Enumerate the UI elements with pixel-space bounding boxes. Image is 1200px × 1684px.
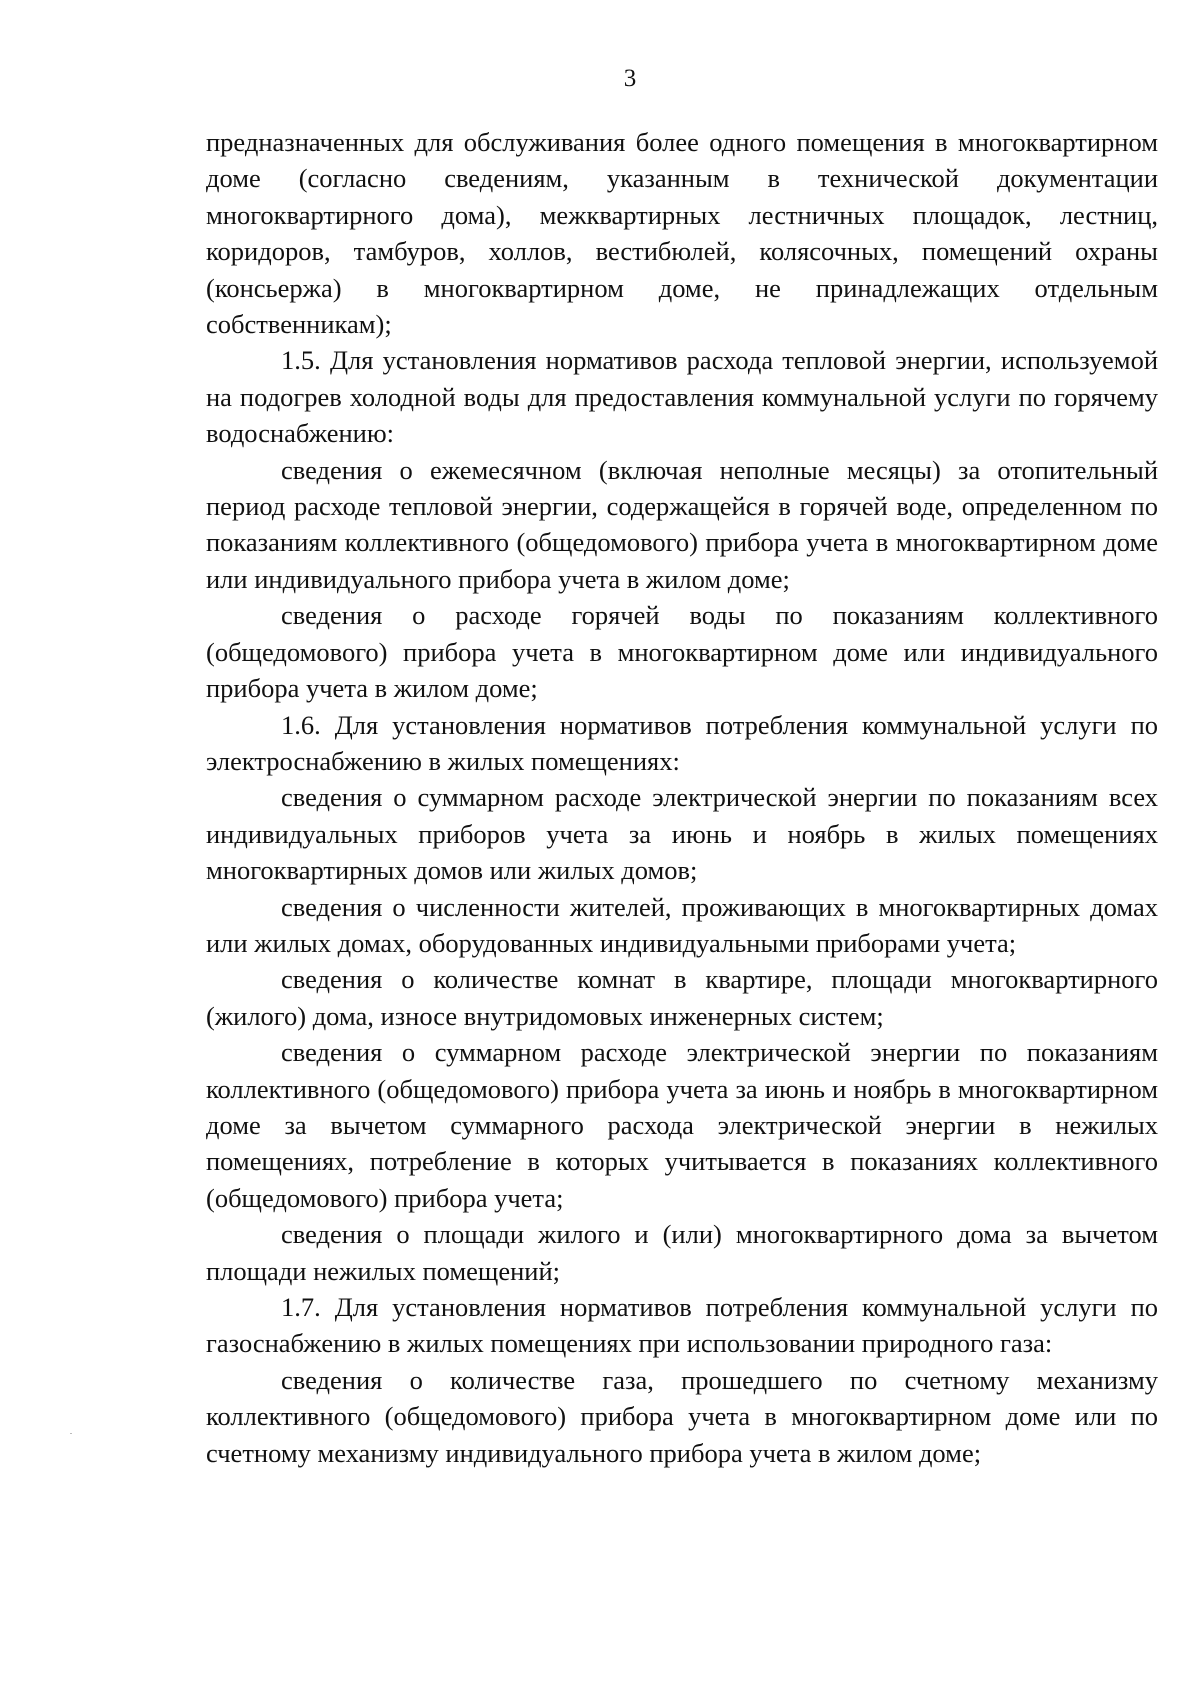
paragraph-rooms-area-data: сведения о количестве комнат в квартире, площади многоквартирного (жилого) дома, износе внутридомовых инженерных систем;: [206, 964, 1158, 1031]
paragraph-hot-water-data: сведения о расходе горячей воды по показаниям коллективного (общедомового) прибора учета в многоквартирном доме или индивидуального прибора учета в жилом доме;: [206, 600, 1158, 704]
paragraph-gas-data: сведения о количестве газа, прошедшего по счетному механизму коллективного (общедомового) прибора учета в многоквартирном доме или по счетному механизму индивидуального прибора учета в жилом доме;: [206, 1364, 1158, 1468]
document-body: [206, 124, 1158, 1471]
paragraph-area-data: сведения о площади жилого и (или) многоквартирного дома за вычетом площади нежилых помещений;: [206, 1219, 1158, 1286]
paragraph-electricity-total-data: сведения о суммарном расходе электрической энергии по показаниям всех индивидуальных приборов учета за июнь и ноябрь в жилых помещениях многоквартирных домов или жилых домов;: [206, 782, 1158, 886]
paragraph-collective-meter-data: сведения о суммарном расходе электрической энергии по показаниям коллективного (общедомового) прибора учета за июнь и ноябрь в многоквартирном доме за вычетом суммарного расхода электрической энергии в нежилых помещениях, потребление в которых учитывается в показаниях коллективного (общедомового) прибора учета;: [206, 1037, 1158, 1213]
paragraph-continuation: предназначенных для обслуживания более одного помещения в многоквартирном доме (согласно сведениям, указанным в технической документации многоквартирного дома), межквартирных лестничных площадок, лестниц, коридоров, тамбуров, холлов, вестибюлей, колясочных, помещений охраны (консьержа) в многоквартирном доме, не принадлежащих отдельным собственникам);: [206, 127, 1158, 340]
scan-speck: [70, 1433, 72, 1434]
paragraph-item-1-5: 1.5. Для установления нормативов расхода тепловой энергии, используемой на подогрев холодной воды для предоставления коммунальной услуги по горячему водоснабжению:: [206, 345, 1158, 449]
paragraph-item-1-7: 1.7. Для установления нормативов потребления коммунальной услуги по газоснабжению в жилых помещениях при использовании природного газа:: [206, 1292, 1158, 1359]
paragraph-residents-data: сведения о численности жителей, проживающих в многоквартирных домах или жилых домах, оборудованных индивидуальными приборами учета;: [206, 891, 1158, 958]
paragraph-heat-energy-data: сведения о ежемесячном (включая неполные месяцы) за отопительный период расходе тепловой энергии, содержащейся в горячей воде, определенном по показаниям коллективного (общедомового) прибора учета в многоквартирном доме или индивидуального прибора учета в жилом доме;: [206, 454, 1158, 594]
paragraph-item-1-6: 1.6. Для установления нормативов потребления коммунальной услуги по электроснабжению в жилых помещениях:: [206, 709, 1158, 776]
page-number: 3: [623, 65, 637, 92]
